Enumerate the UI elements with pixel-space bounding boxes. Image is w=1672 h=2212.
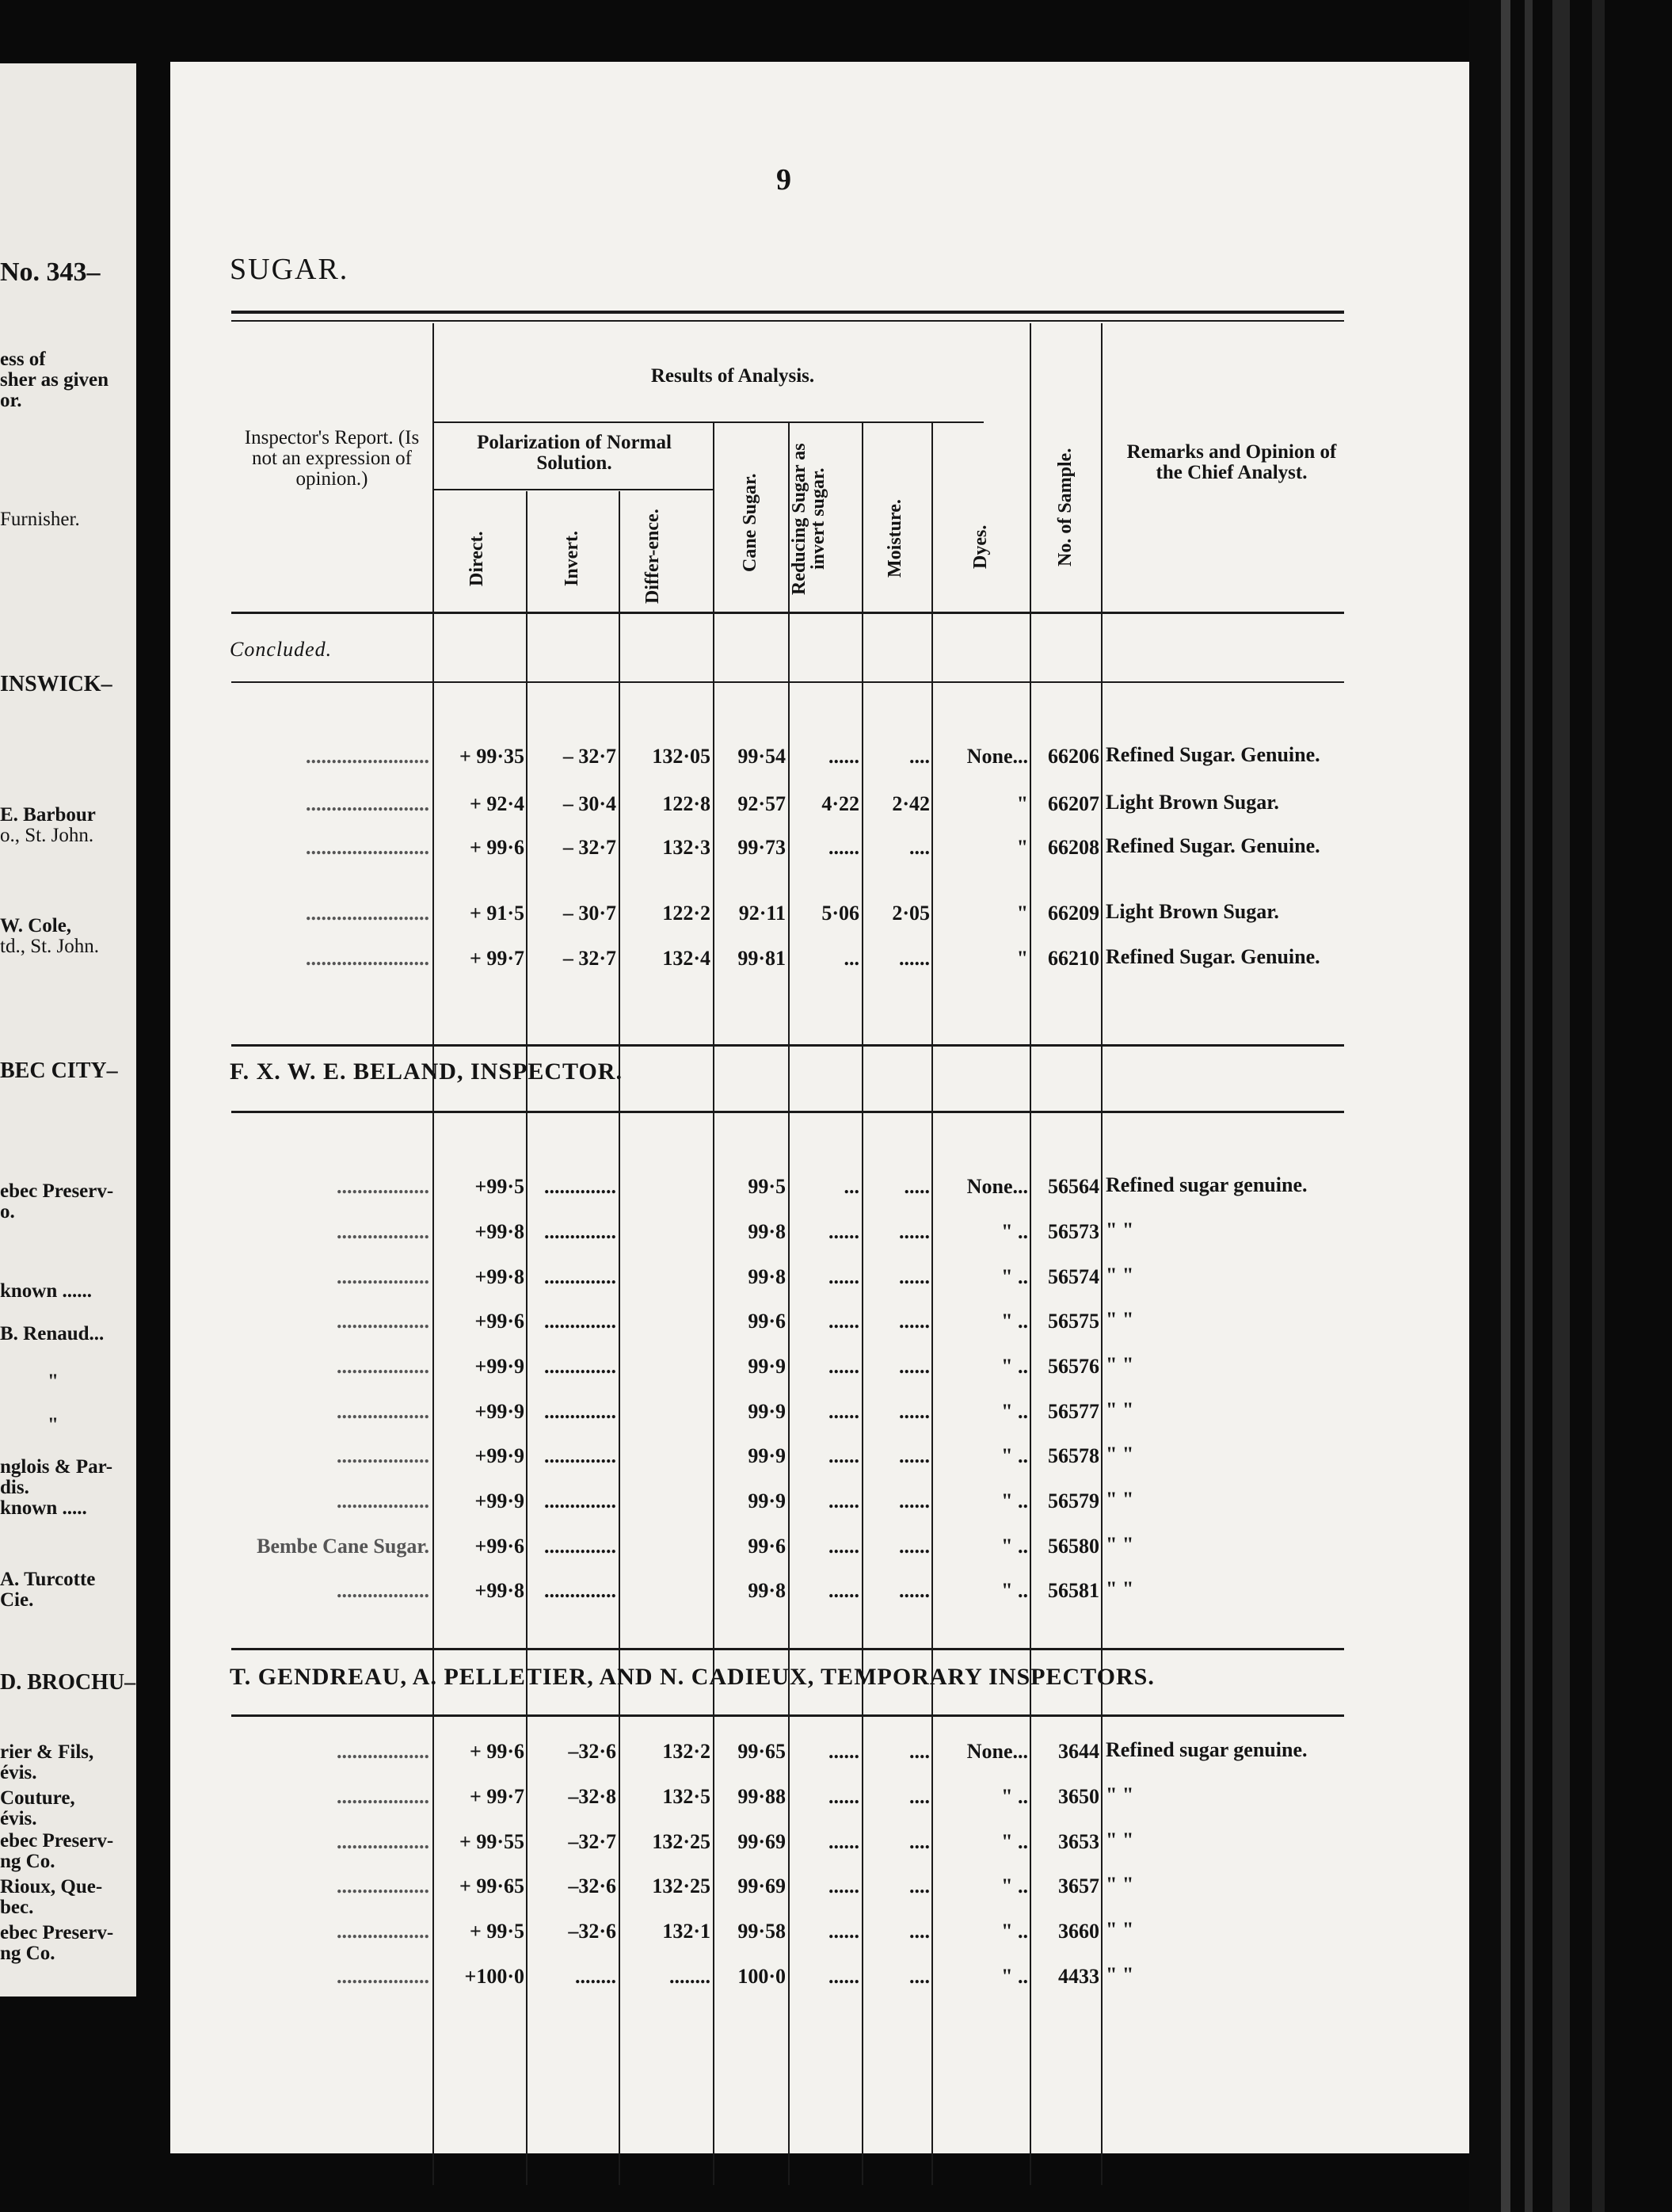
cell-moisture: 2·05 xyxy=(892,902,930,925)
cell-diff: 122·2 xyxy=(662,902,710,925)
cell-report: ........................ xyxy=(306,745,429,768)
left-fragment: " xyxy=(48,1414,59,1436)
cell-sample: 56575 xyxy=(1048,1310,1099,1333)
polarization-rule xyxy=(434,489,713,490)
cell-sample: 56580 xyxy=(1048,1535,1099,1558)
cell-reducing: 4·22 xyxy=(821,792,859,815)
cell-direct: +99·6 xyxy=(474,1310,524,1333)
cell-dyes: " .. xyxy=(1001,1355,1028,1378)
left-fragment: o., St. John. xyxy=(0,825,94,846)
cell-cane: 99·73 xyxy=(737,836,786,859)
binding-edge xyxy=(1469,0,1501,2212)
cell-dyes: " xyxy=(1016,836,1028,859)
left-fragment: évis. xyxy=(0,1808,37,1829)
cell-reducing: ...... xyxy=(828,1740,859,1763)
cell-invert: .............. xyxy=(544,1444,616,1467)
header-direct: Direct. xyxy=(467,531,487,586)
cell-direct: +99·9 xyxy=(474,1489,524,1512)
cell-cane: 99·6 xyxy=(748,1310,786,1333)
left-fragment: ess of xyxy=(0,349,46,370)
cell-report: .................. xyxy=(337,1920,429,1943)
cell-moisture: ...... xyxy=(899,1444,930,1467)
cell-sample: 56574 xyxy=(1048,1265,1099,1288)
cell-report: .................. xyxy=(337,1579,429,1602)
cell-dyes: " xyxy=(1016,947,1028,970)
cell-report: .................. xyxy=(337,1785,429,1808)
column-rule xyxy=(788,423,790,2185)
cell-direct: + 99·7 xyxy=(470,1785,524,1808)
cell-dyes: " .. xyxy=(1001,1874,1028,1897)
cell-invert: –32·7 xyxy=(568,1830,616,1853)
cell-invert: .............. xyxy=(544,1400,616,1423)
cell-moisture: .... xyxy=(909,745,930,768)
cell-report: .................. xyxy=(337,1175,429,1198)
cell-sample: 4433 xyxy=(1058,1965,1099,1988)
cell-moisture: ..... xyxy=(904,1175,930,1198)
header-inspector-report: Inspector's Report. (Is not an expression of opinion.) xyxy=(244,427,420,490)
section-rule xyxy=(231,1648,1344,1650)
cell-dyes: " .. xyxy=(1001,1920,1028,1943)
cell-cane: 99·8 xyxy=(748,1265,786,1288)
cell-moisture: ...... xyxy=(899,1579,930,1602)
header-top-rule xyxy=(231,320,1344,322)
column-rule xyxy=(713,423,714,2185)
left-fragment: ng Co. xyxy=(0,1851,55,1872)
cell-sample: 66206 xyxy=(1048,745,1099,768)
cell-sample: 56573 xyxy=(1048,1220,1099,1243)
header-reducing-sugar: Reducing Sugar as invert sugar. xyxy=(789,443,828,595)
cell-invert: – 30·7 xyxy=(562,902,616,925)
cell-reducing: ...... xyxy=(828,1920,859,1943)
left-fragment: sher as given xyxy=(0,369,109,391)
cell-dyes: " .. xyxy=(1001,1579,1028,1602)
cell-cane: 99·8 xyxy=(748,1579,786,1602)
cell-moisture: ...... xyxy=(899,1489,930,1512)
header-difference: Differ-ence. xyxy=(642,509,663,604)
cell-dyes: " xyxy=(1016,792,1028,815)
left-fragment: ebec Preserv- xyxy=(0,1830,114,1852)
cell-moisture: ...... xyxy=(899,1355,930,1378)
section-heading: T. GENDREAU, A. PELLETIER, AND N. CADIEUX, TEMPORARY INSPECTORS. xyxy=(230,1664,1155,1690)
left-fragment: Couture, xyxy=(0,1787,75,1809)
section-rule xyxy=(231,681,1344,683)
binding-edge xyxy=(1552,0,1570,2212)
cell-report: .................. xyxy=(337,1874,429,1897)
left-fragment: " xyxy=(48,1371,59,1392)
cell-diff: 132·3 xyxy=(662,836,710,859)
cell-direct: + 99·7 xyxy=(470,947,524,970)
cell-remarks: Refined sugar genuine. xyxy=(1106,1173,1308,1196)
cell-remarks: Refined Sugar. Genuine. xyxy=(1106,743,1320,766)
cell-reducing: ...... xyxy=(828,1400,859,1423)
page-title: SUGAR. xyxy=(230,253,349,286)
cell-reducing: ...... xyxy=(828,1830,859,1853)
cell-report: ........................ xyxy=(306,836,429,859)
cell-diff: 132·5 xyxy=(662,1785,710,1808)
left-fragment: bec. xyxy=(0,1897,34,1918)
left-fragment: known ...... xyxy=(0,1280,93,1302)
header-results: Results of Analysis. xyxy=(650,365,815,387)
cell-dyes: " .. xyxy=(1001,1489,1028,1512)
cell-moisture: .... xyxy=(909,1965,930,1988)
cell-direct: +99·6 xyxy=(474,1535,524,1558)
cell-direct: +99·9 xyxy=(474,1444,524,1467)
section-rule xyxy=(231,1044,1344,1047)
cell-reducing: ...... xyxy=(828,1874,859,1897)
left-fragment: Cie. xyxy=(0,1589,34,1611)
left-fragment: Rioux, Que- xyxy=(0,1876,103,1897)
column-rule xyxy=(1101,323,1103,2185)
cell-invert: – 32·7 xyxy=(562,947,616,970)
left-fragment: A. Turcotte xyxy=(0,1569,96,1590)
cell-cane: 99·54 xyxy=(737,745,786,768)
cell-report: .................. xyxy=(337,1310,429,1333)
cell-report: .................. xyxy=(337,1220,429,1243)
cell-diff: 132·4 xyxy=(662,947,710,970)
cell-report: .................. xyxy=(337,1265,429,1288)
cell-invert: – 30·4 xyxy=(562,792,616,815)
results-rule xyxy=(434,421,984,423)
cell-sample: 56581 xyxy=(1048,1579,1099,1602)
cell-direct: +99·5 xyxy=(474,1175,524,1198)
cell-cane: 100·0 xyxy=(737,1965,786,1988)
cell-remarks: " " xyxy=(1106,1219,1134,1241)
cell-cane: 92·11 xyxy=(738,902,786,925)
cell-invert: –32·6 xyxy=(568,1920,616,1943)
header-polarization: Polarization of Normal Solution. xyxy=(477,432,672,474)
page-number: 9 xyxy=(776,163,791,196)
section-rule xyxy=(231,1111,1344,1113)
cell-reducing: ...... xyxy=(828,1535,859,1558)
left-fragment: E. Barbour xyxy=(0,804,96,826)
cell-report: .................. xyxy=(337,1355,429,1378)
cell-cane: 99·8 xyxy=(748,1220,786,1243)
cell-moisture: ...... xyxy=(899,1265,930,1288)
cell-moisture: .... xyxy=(909,836,930,859)
cell-direct: + 99·35 xyxy=(459,745,524,768)
cell-cane: 99·88 xyxy=(737,1785,786,1808)
cell-moisture: .... xyxy=(909,1874,930,1897)
cell-direct: + 99·6 xyxy=(470,836,524,859)
header-remarks: Remarks and Opinion of the Chief Analyst. xyxy=(1126,441,1337,483)
cell-diff: ........ xyxy=(669,1965,710,1988)
cell-moisture: .... xyxy=(909,1920,930,1943)
cell-reducing: ...... xyxy=(828,1489,859,1512)
cell-reducing: ...... xyxy=(828,1265,859,1288)
section-heading: Concluded. xyxy=(230,638,333,661)
cell-direct: + 99·5 xyxy=(470,1920,524,1943)
cell-sample: 3660 xyxy=(1058,1920,1099,1943)
cell-dyes: " .. xyxy=(1001,1265,1028,1288)
header-dyes: Dyes. xyxy=(970,524,991,569)
cell-invert: – 32·7 xyxy=(562,836,616,859)
cell-report: .................. xyxy=(337,1740,429,1763)
cell-moisture: ...... xyxy=(899,1400,930,1423)
cell-moisture: .... xyxy=(909,1830,930,1853)
cell-moisture: ...... xyxy=(899,1310,930,1333)
left-fragment: nglois & Par- xyxy=(0,1456,113,1478)
header-invert: Invert. xyxy=(562,531,582,586)
cell-cane: 99·9 xyxy=(748,1489,786,1512)
cell-remarks: " " xyxy=(1106,1829,1134,1852)
cell-cane: 99·65 xyxy=(737,1740,786,1763)
cell-report: .................. xyxy=(337,1965,429,1988)
left-fragment: rier & Fils, xyxy=(0,1741,94,1763)
cell-cane: 99·81 xyxy=(737,947,786,970)
cell-cane: 99·9 xyxy=(748,1355,786,1378)
cell-remarks: Light Brown Sugar. xyxy=(1106,791,1279,814)
column-rule xyxy=(862,423,863,2185)
cell-sample: 66209 xyxy=(1048,902,1099,925)
cell-remarks: " " xyxy=(1106,1577,1134,1600)
cell-remarks: " " xyxy=(1106,1963,1134,1986)
cell-sample: 56576 xyxy=(1048,1355,1099,1378)
header-sample-no: No. of Sample. xyxy=(1055,448,1076,566)
cell-dyes: " xyxy=(1016,902,1028,925)
cell-sample: 66208 xyxy=(1048,836,1099,859)
cell-diff: 132·25 xyxy=(652,1874,710,1897)
cell-diff: 122·8 xyxy=(662,792,710,815)
cell-direct: + 91·5 xyxy=(470,902,524,925)
cell-remarks: Refined sugar genuine. xyxy=(1106,1738,1308,1761)
cell-sample: 3653 xyxy=(1058,1830,1099,1853)
left-fragment: or. xyxy=(0,390,22,411)
cell-reducing: 5·06 xyxy=(821,902,859,925)
header-top-rule xyxy=(231,311,1344,314)
cell-invert: .............. xyxy=(544,1265,616,1288)
cell-remarks: " " xyxy=(1106,1783,1134,1806)
cell-report: .................. xyxy=(337,1400,429,1423)
cell-direct: +99·8 xyxy=(474,1220,524,1243)
binding-edge xyxy=(1592,0,1605,2212)
cell-dyes: " .. xyxy=(1001,1965,1028,1988)
left-fragment: Furnisher. xyxy=(0,509,80,530)
cell-dyes: " .. xyxy=(1001,1830,1028,1853)
cell-reducing: ...... xyxy=(828,1310,859,1333)
left-fragment: W. Cole, xyxy=(0,915,72,936)
column-rule xyxy=(432,323,434,2185)
cell-remarks: Refined Sugar. Genuine. xyxy=(1106,834,1320,857)
cell-remarks: " " xyxy=(1106,1353,1134,1376)
left-page-strip xyxy=(0,63,136,1997)
left-fragment: No. 343– xyxy=(0,257,101,287)
cell-cane: 99·69 xyxy=(737,1830,786,1853)
cell-dyes: None... xyxy=(966,1740,1028,1763)
cell-remarks: " " xyxy=(1106,1873,1134,1896)
cell-sample: 3657 xyxy=(1058,1874,1099,1897)
cell-direct: + 99·55 xyxy=(459,1830,524,1853)
left-fragment: INSWICK– xyxy=(0,672,112,696)
cell-invert: ........ xyxy=(575,1965,616,1988)
left-fragment: known ..... xyxy=(0,1497,87,1519)
cell-report: .................. xyxy=(337,1830,429,1853)
cell-sample: 56564 xyxy=(1048,1175,1099,1198)
cell-reducing: ...... xyxy=(828,1579,859,1602)
cell-invert: –32·6 xyxy=(568,1740,616,1763)
section-heading: F. X. W. E. BELAND, INSPECTOR. xyxy=(230,1058,623,1085)
cell-cane: 99·5 xyxy=(748,1175,786,1198)
cell-cane: 92·57 xyxy=(737,792,786,815)
cell-moisture: .... xyxy=(909,1785,930,1808)
cell-reducing: ...... xyxy=(828,836,859,859)
binding-edge xyxy=(1525,0,1533,2212)
cell-report: ........................ xyxy=(306,792,429,815)
cell-reducing: ...... xyxy=(828,745,859,768)
cell-remarks: Refined Sugar. Genuine. xyxy=(1106,945,1320,968)
cell-invert: .............. xyxy=(544,1175,616,1198)
left-fragment: ng Co. xyxy=(0,1943,55,1964)
cell-report: .................. xyxy=(337,1444,429,1467)
cell-direct: +99·9 xyxy=(474,1400,524,1423)
header-cane-sugar: Cane Sugar. xyxy=(740,473,760,573)
cell-sample: 56577 xyxy=(1048,1400,1099,1423)
cell-reducing: ... xyxy=(844,947,859,970)
left-fragment: évis. xyxy=(0,1762,37,1783)
cell-report: Bembe Cane Sugar. xyxy=(257,1535,429,1558)
cell-diff: 132·2 xyxy=(662,1740,710,1763)
left-fragment: ebec Preserv- xyxy=(0,1180,114,1202)
cell-sample: 66207 xyxy=(1048,792,1099,815)
cell-remarks: " " xyxy=(1106,1488,1134,1511)
cell-invert: – 32·7 xyxy=(562,745,616,768)
cell-invert: .............. xyxy=(544,1535,616,1558)
cell-sample: 3644 xyxy=(1058,1740,1099,1763)
column-rule xyxy=(931,423,933,2185)
cell-report: ........................ xyxy=(306,947,429,970)
cell-cane: 99·9 xyxy=(748,1400,786,1423)
cell-dyes: " .. xyxy=(1001,1220,1028,1243)
left-fragment: B. Renaud... xyxy=(0,1323,105,1344)
cell-report: ........................ xyxy=(306,902,429,925)
left-fragment: D. BROCHU– xyxy=(0,1670,136,1695)
cell-remarks: " " xyxy=(1106,1443,1134,1466)
cell-invert: .............. xyxy=(544,1579,616,1602)
cell-direct: +99·9 xyxy=(474,1355,524,1378)
cell-invert: .............. xyxy=(544,1310,616,1333)
binding-edge xyxy=(1501,0,1510,2212)
cell-remarks: " " xyxy=(1106,1398,1134,1421)
cell-sample: 3650 xyxy=(1058,1785,1099,1808)
cell-dyes: " .. xyxy=(1001,1400,1028,1423)
cell-dyes: None... xyxy=(966,745,1028,768)
cell-moisture: ...... xyxy=(899,1535,930,1558)
column-rule xyxy=(1030,323,1031,2185)
cell-reducing: ...... xyxy=(828,1355,859,1378)
section-rule xyxy=(231,1714,1344,1717)
cell-reducing: ...... xyxy=(828,1785,859,1808)
header-moisture: Moisture. xyxy=(885,499,905,578)
cell-invert: .............. xyxy=(544,1355,616,1378)
cell-dyes: " .. xyxy=(1001,1444,1028,1467)
cell-cane: 99·9 xyxy=(748,1444,786,1467)
cell-remarks: " " xyxy=(1106,1918,1134,1941)
column-rule xyxy=(526,491,527,2185)
cell-dyes: " .. xyxy=(1001,1310,1028,1333)
cell-direct: + 99·6 xyxy=(470,1740,524,1763)
cell-direct: +99·8 xyxy=(474,1579,524,1602)
cell-diff: 132·05 xyxy=(652,745,710,768)
cell-sample: 56579 xyxy=(1048,1489,1099,1512)
cell-reducing: ...... xyxy=(828,1444,859,1467)
left-fragment: ebec Preserv- xyxy=(0,1922,114,1943)
cell-cane: 99·69 xyxy=(737,1874,786,1897)
cell-moisture: ...... xyxy=(899,1220,930,1243)
cell-invert: .............. xyxy=(544,1220,616,1243)
cell-remarks: Light Brown Sugar. xyxy=(1106,900,1279,923)
cell-cane: 99·6 xyxy=(748,1535,786,1558)
cell-dyes: " .. xyxy=(1001,1535,1028,1558)
column-rule xyxy=(619,491,620,2185)
cell-remarks: " " xyxy=(1106,1264,1134,1287)
left-fragment: o. xyxy=(0,1201,15,1222)
cell-moisture: 2·42 xyxy=(892,792,930,815)
cell-reducing: ...... xyxy=(828,1965,859,1988)
cell-direct: +100·0 xyxy=(464,1965,524,1988)
cell-report: .................. xyxy=(337,1489,429,1512)
cell-remarks: " " xyxy=(1106,1533,1134,1556)
left-fragment: dis. xyxy=(0,1477,29,1498)
cell-moisture: ...... xyxy=(899,947,930,970)
cell-dyes: " .. xyxy=(1001,1785,1028,1808)
cell-reducing: ... xyxy=(844,1175,859,1198)
cell-moisture: .... xyxy=(909,1740,930,1763)
cell-cane: 99·58 xyxy=(737,1920,786,1943)
cell-dyes: None... xyxy=(966,1175,1028,1198)
cell-invert: –32·6 xyxy=(568,1874,616,1897)
cell-reducing: ...... xyxy=(828,1220,859,1243)
cell-sample: 66210 xyxy=(1048,947,1099,970)
cell-sample: 56578 xyxy=(1048,1444,1099,1467)
cell-invert: –32·8 xyxy=(568,1785,616,1808)
cell-direct: + 99·65 xyxy=(459,1874,524,1897)
cell-invert: .............. xyxy=(544,1489,616,1512)
cell-diff: 132·25 xyxy=(652,1830,710,1853)
left-fragment: td., St. John. xyxy=(0,936,100,957)
cell-diff: 132·1 xyxy=(662,1920,710,1943)
cell-direct: + 92·4 xyxy=(470,792,524,815)
cell-remarks: " " xyxy=(1106,1308,1134,1331)
left-fragment: BEC CITY– xyxy=(0,1058,118,1083)
cell-direct: +99·8 xyxy=(474,1265,524,1288)
